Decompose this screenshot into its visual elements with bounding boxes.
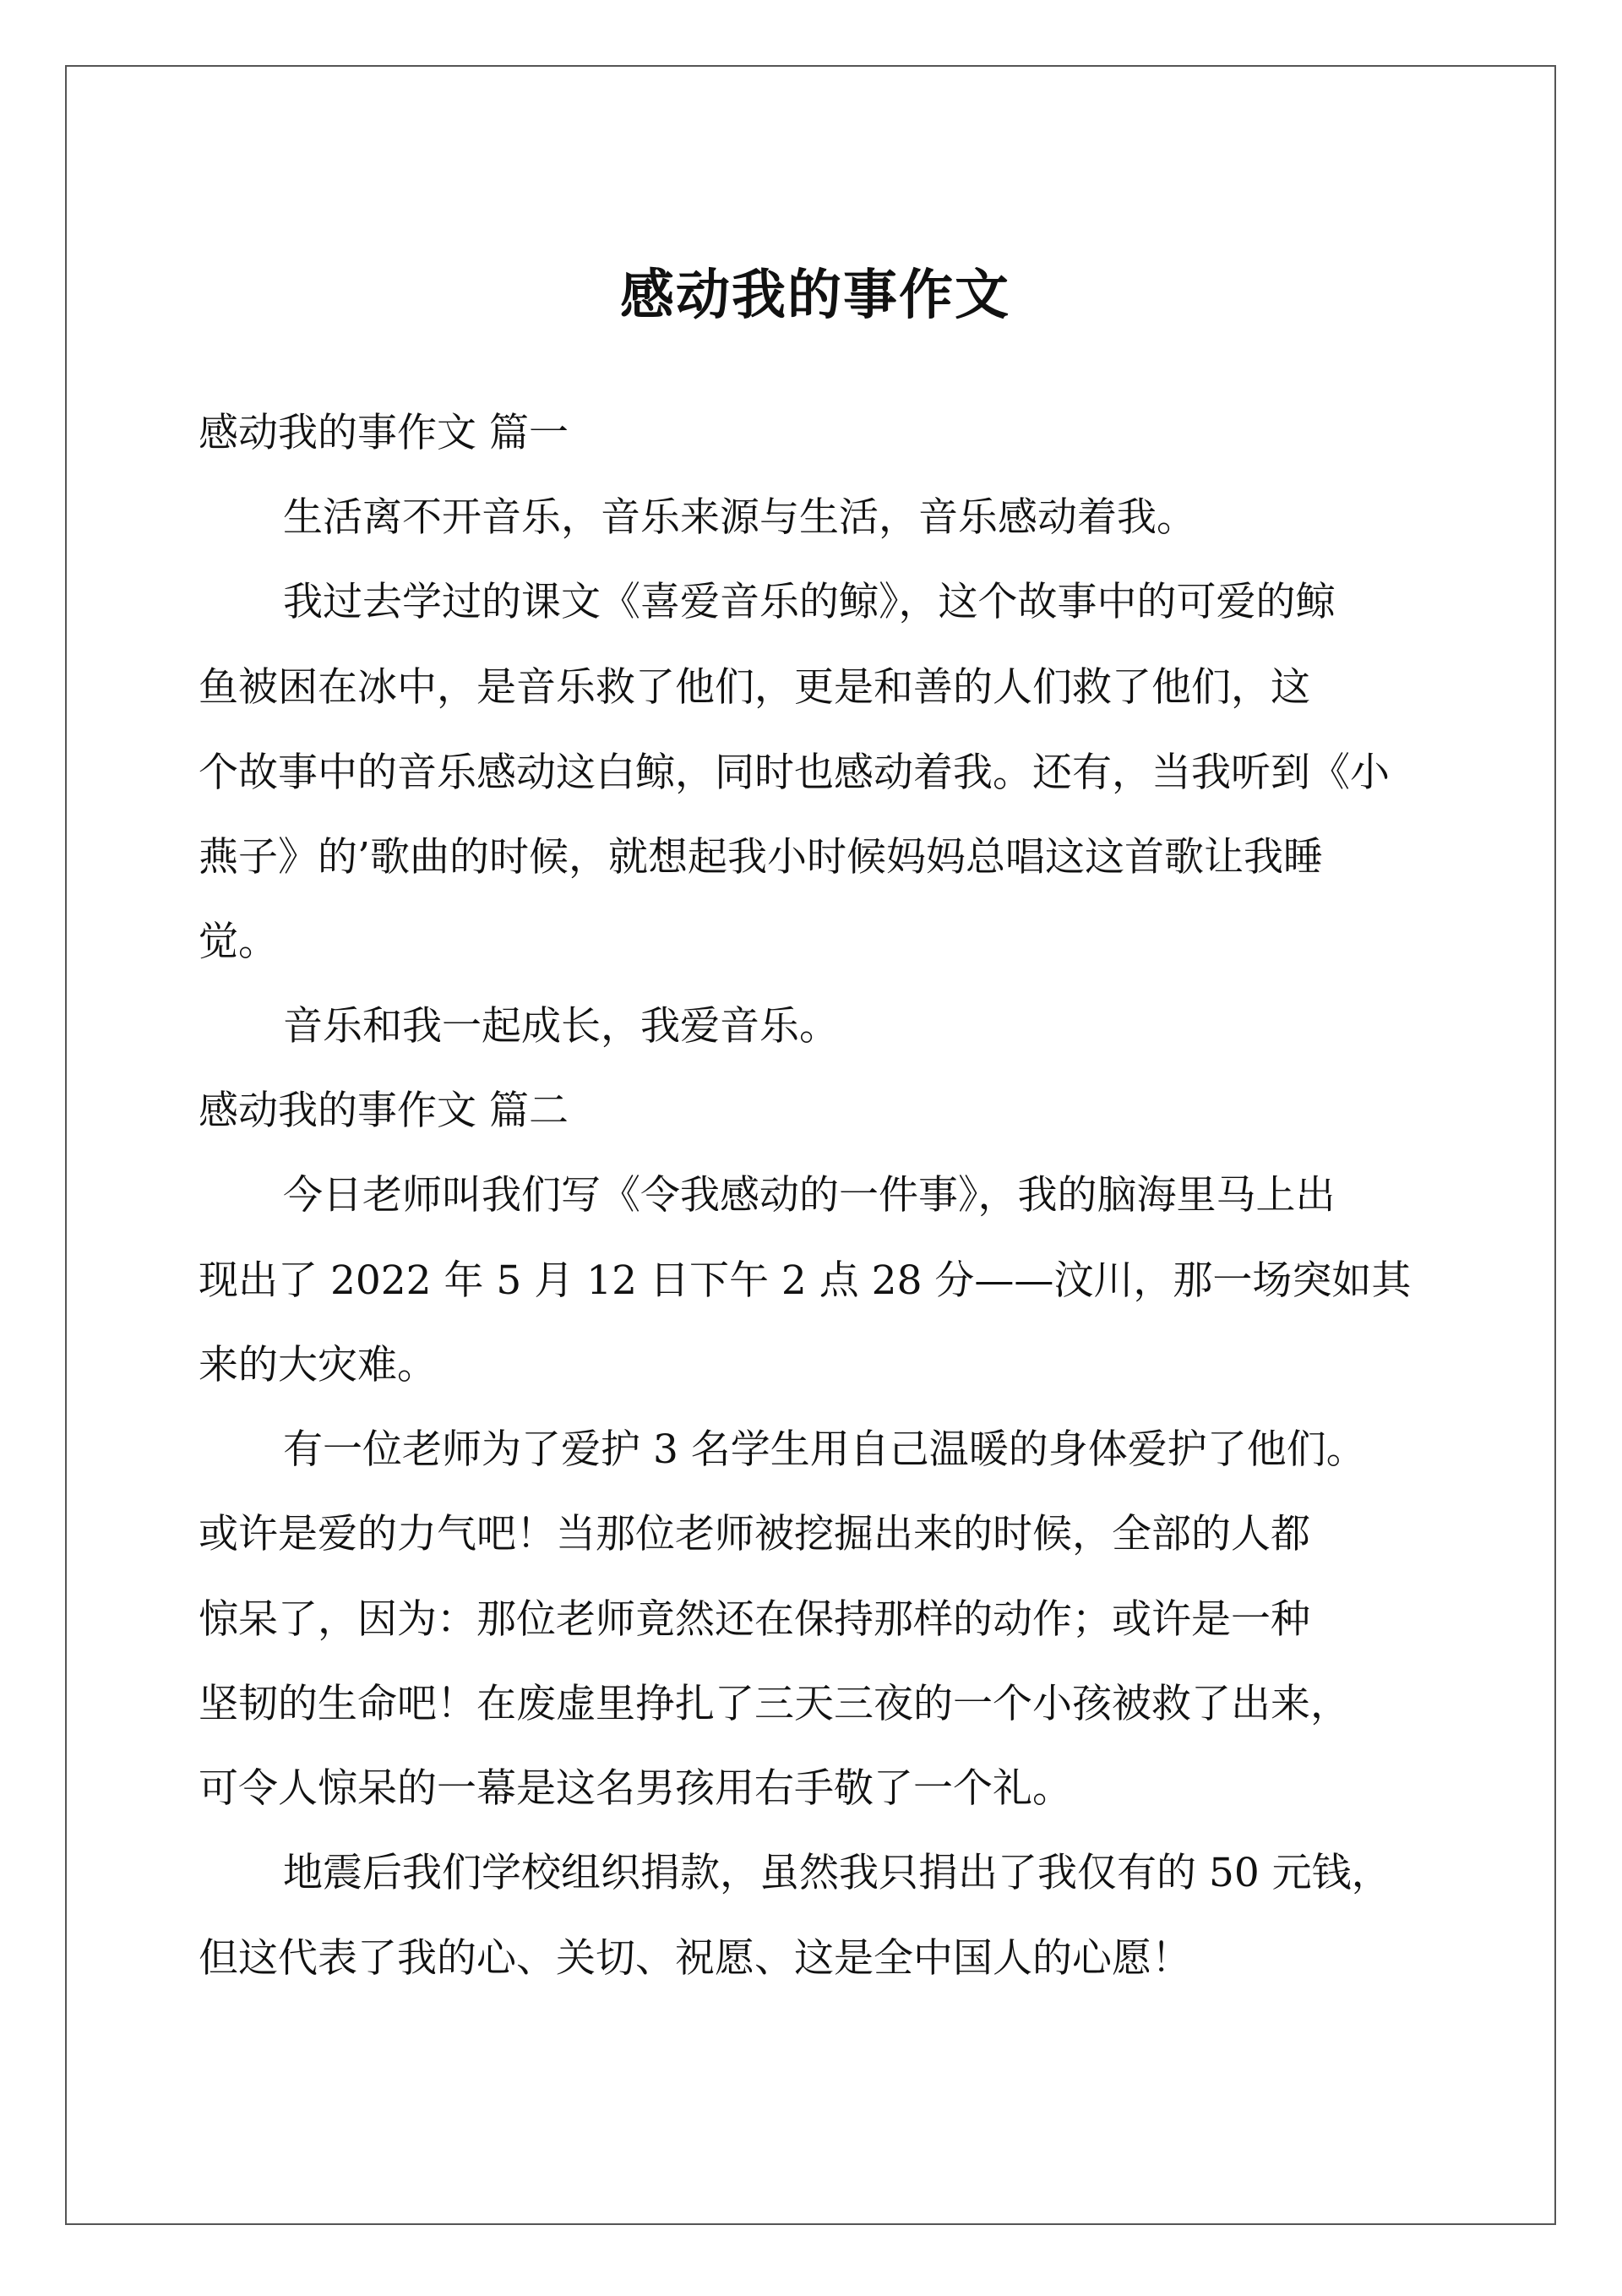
paragraph-line: 个故事中的音乐感动这白鲸，同时也感动着我。还有，当我听到《小 — [199, 750, 1390, 796]
paragraph-line: 可令人惊呆的一幕是这名男孩用右手敬了一个礼。 — [199, 1765, 1072, 1812]
paragraph-line: 惊呆了，因为：那位老师竟然还在保持那样的动作；或许是一种 — [199, 1596, 1310, 1643]
paragraph-line: 坚韧的生命吧！在废虚里挣扎了三天三夜的一个小孩被救了出来， — [199, 1681, 1350, 1727]
paragraph-line: 但这代表了我的心、关切、祝愿、这是全中国人的心愿！ — [199, 1935, 1191, 1982]
paragraph-line: 或许是爱的力气吧！当那位老师被挖掘出来的时候，全部的人都 — [199, 1511, 1310, 1557]
paragraph-line: 觉。 — [199, 919, 278, 965]
paragraph-line: 现出了 2022 年 5 月 12 日下午 2 点 28 分——汶川，那一场突如其 — [199, 1257, 1412, 1304]
paragraph-line: 音乐和我一起成长，我爱音乐。 — [283, 1003, 839, 1050]
section-heading-2: 感动我的事作文 篇二 — [199, 1088, 569, 1134]
paragraph-line: 鱼被困在冰中，是音乐救了他们，更是和善的人们救了他们，这 — [199, 664, 1310, 711]
document-title: 感动我的事作文 — [620, 264, 1010, 327]
paragraph-line: 地震后我们学校组织捐款，虽然我只捐出了我仅有的 50 元钱， — [283, 1850, 1391, 1896]
section-heading-1: 感动我的事作文 篇一 — [199, 410, 569, 456]
paragraph-line: 我过去学过的课文《喜爱音乐的鲸》，这个故事中的可爱的鲸 — [283, 579, 1336, 625]
paragraph-line: 来的大灾难。 — [199, 1342, 437, 1388]
paragraph-line: 今日老师叫我们写《令我感动的一件事》，我的脑海里马上出 — [283, 1172, 1336, 1219]
paragraph-line: 生活离不开音乐，音乐来源与生活，音乐感动着我。 — [283, 494, 1196, 541]
paragraph-line: 有一位老师为了爱护 3 名学生用自己温暖的身体爱护了他们。 — [283, 1426, 1366, 1473]
paragraph-line: 燕子》的’歌曲的时候，就想起我小时候妈妈总唱这这首歌让我睡 — [199, 834, 1323, 881]
